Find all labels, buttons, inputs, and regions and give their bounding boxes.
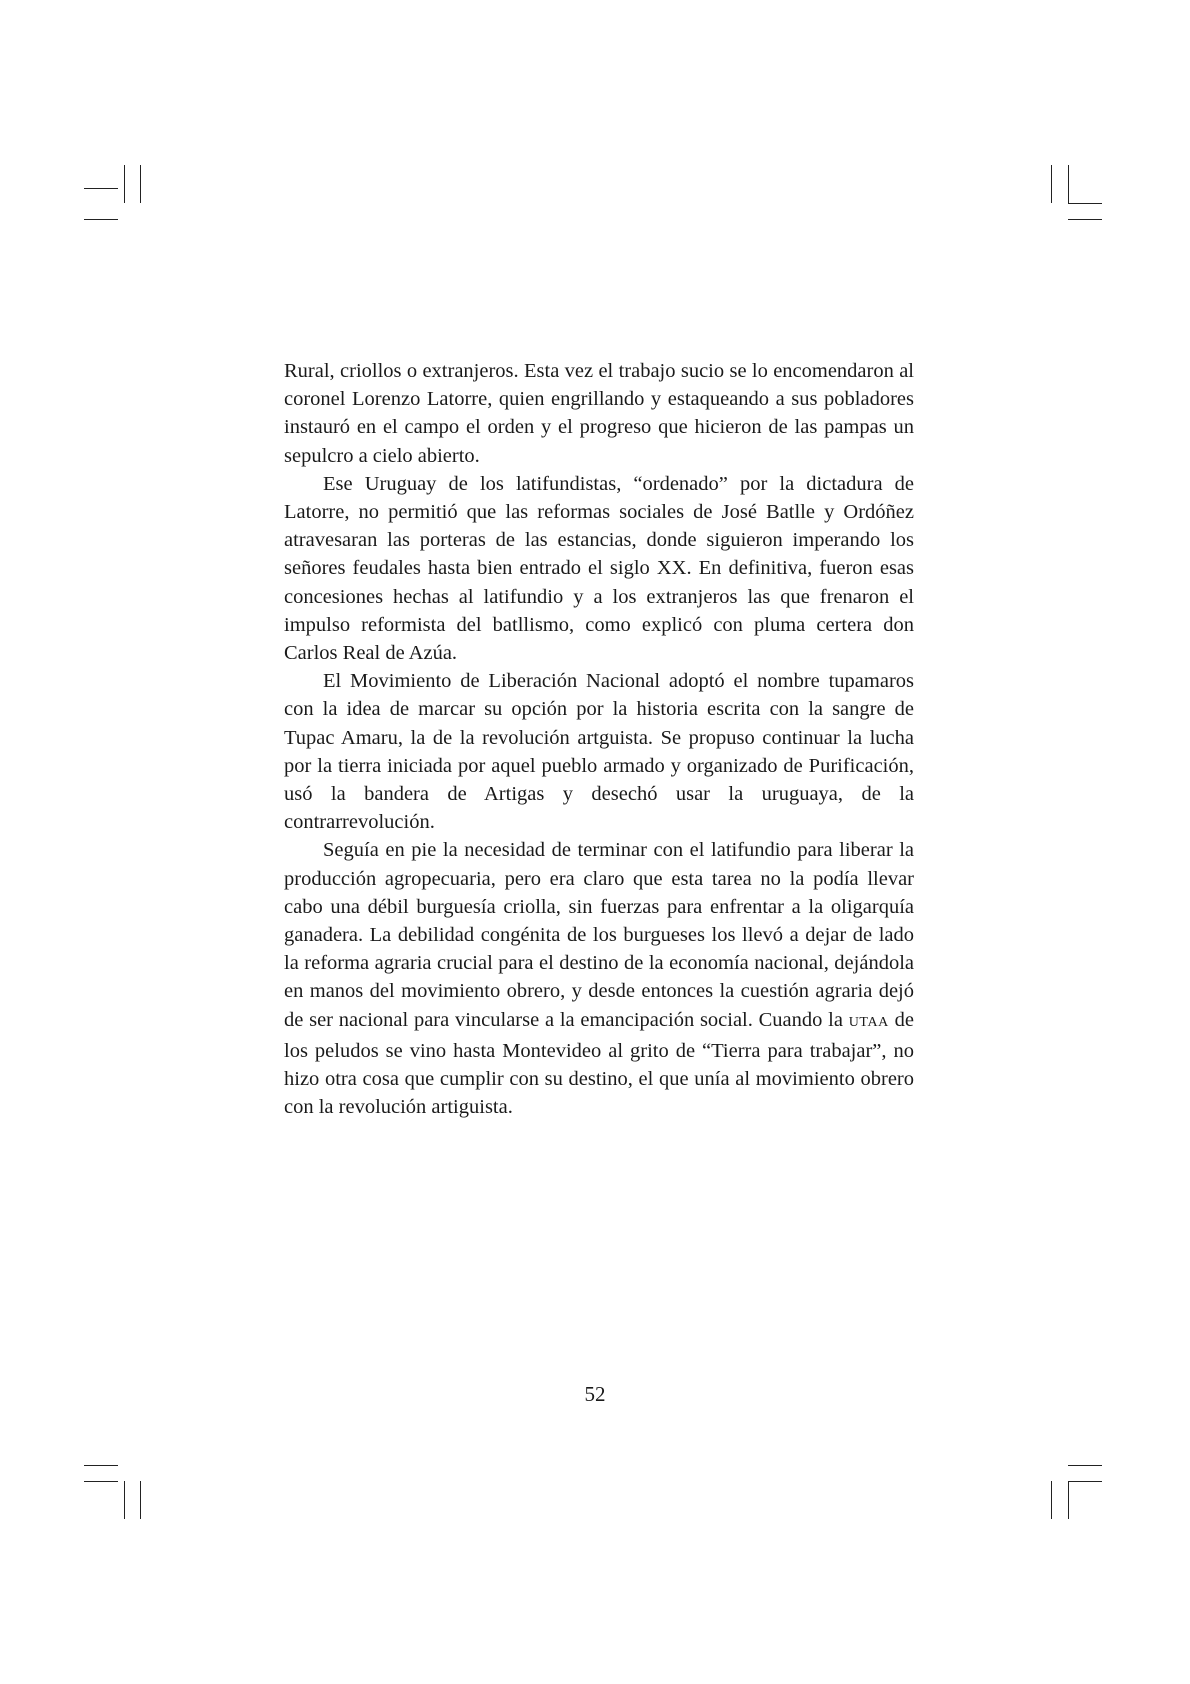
crop-mark bbox=[140, 1481, 141, 1519]
crop-mark bbox=[1068, 203, 1102, 204]
crop-mark bbox=[1051, 165, 1052, 203]
crop-mark bbox=[84, 1465, 118, 1466]
paragraph-text: Seguía en pie la necesidad de terminar con el latifundio para liberar la producción agropecuaria, pero era claro que esta tarea no la podía llevar cabo una débil burguesía criolla, sin fuerzas para enfrentar a la oligarquía ganadera. La debilidad congénita de los burgueses los llevó a dejar de lado la reforma agraria crucial para el destino de la economía nacional, dejándola en manos del movimiento obrero, y desde entonces la cuestión agraria dejó de ser nacional para vincularse a la emancipación social. Cuando la bbox=[284, 839, 914, 1031]
crop-mark bbox=[84, 1481, 118, 1482]
paragraph: El Movimiento de Liberación Nacional adoptó el nombre tupamaros con la idea de marcar su opción por la historia escrita con la sangre de Tupac Amaru, la de la revolución artguista. Se propuso continuar la lucha por la tierra iniciada por aquel pueblo armado y organizado de Purificación, usó la bandera de Artigas y desechó usar la uruguaya, de la contrarrevolución. bbox=[284, 670, 914, 834]
crop-mark bbox=[1068, 1481, 1102, 1482]
crop-mark bbox=[140, 165, 141, 203]
crop-mark bbox=[1068, 1481, 1069, 1519]
crop-mark bbox=[84, 188, 118, 189]
crop-mark bbox=[1068, 165, 1069, 203]
crop-mark bbox=[124, 165, 125, 203]
paragraph: Rural, criollos o extranjeros. Esta vez el trabajo sucio se lo encomendaron al coronel Lorenzo Latorre, quien engrillando y estaqueando a sus pobladores instauró en el campo el orden y el progreso que hicieron de las pampas un sepulcro a cielo abierto. bbox=[284, 360, 914, 467]
crop-mark bbox=[1068, 1465, 1102, 1466]
crop-mark bbox=[124, 1481, 125, 1519]
crop-mark bbox=[1051, 1481, 1052, 1519]
acronym: UTAA bbox=[848, 1014, 889, 1030]
paragraph-text: de los peludos se vino hasta Montevideo al grito de “Tierra para trabajar”, no hizo otra cosa que cumplir con su destino, el que unía al movimiento obrero con la revolución artiguista. bbox=[284, 1008, 914, 1119]
crop-mark bbox=[1068, 219, 1102, 220]
page-number: 52 bbox=[584, 1382, 606, 1406]
paragraph bbox=[284, 836, 914, 1121]
body-text bbox=[284, 357, 914, 1121]
crop-mark bbox=[84, 219, 118, 220]
paragraph: Ese Uruguay de los latifundistas, “ordenado” por la dictadura de Latorre, no permitió que las reformas sociales de José Batlle y Ordóñez atravesaran las porteras de las estancias, donde siguieron imperando los señores feudales hasta bien entrado el siglo XX. En definitiva, fueron esas concesiones hechas al latifundio y a los extranjeros las que frenaron el impulso reformista del batllismo, como explicó con pluma certera don Carlos Real de Azúa. bbox=[284, 472, 914, 665]
